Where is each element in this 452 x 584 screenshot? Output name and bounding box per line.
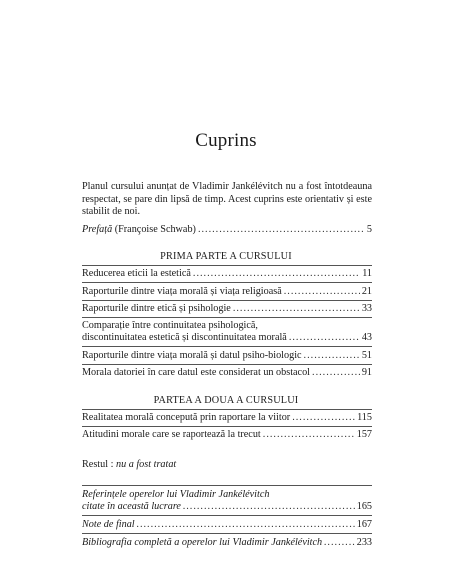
page-number: 91 <box>361 367 372 378</box>
preface-author: (Françoise Schwab) <box>112 224 196 235</box>
toc-entry-line1: Comparație între continuitatea psihologică, <box>82 320 258 331</box>
divider <box>82 282 372 283</box>
leader-dots <box>312 367 360 380</box>
section-heading-part1: PRIMA PARTE A CURSULUI <box>160 251 292 262</box>
page-number: 233 <box>356 537 372 548</box>
page-number: 43 <box>361 332 372 343</box>
divider <box>82 364 372 365</box>
intro-paragraph: Planul cursului anunțat de Vladimir Jankélévitch nu a fost întotdeauna respectat, se pare din lipsă de timp. Acest cuprins este orientativ și este stabilit de noi. <box>82 181 372 217</box>
leader-dots <box>183 501 355 514</box>
page-number: 51 <box>361 350 372 361</box>
leader-dots <box>289 332 360 345</box>
divider <box>82 317 372 318</box>
rest-value: nu a fost tratat <box>115 459 177 470</box>
toc-entry: Realitatea morală concepută prin raportare la viitor ..... 115 <box>82 412 372 425</box>
page-number: 165 <box>356 501 372 512</box>
divider <box>82 426 372 427</box>
page-number: 33 <box>361 303 372 314</box>
toc-entry: Raporturile dintre etică și psihologie ..... 33 <box>82 303 372 316</box>
rest-note <box>82 459 372 472</box>
divider <box>82 300 372 301</box>
page-number: 5 <box>366 224 372 235</box>
toc-entry: Raporturile dintre viața morală și datul psiho-biologic ..... 51 <box>82 350 372 363</box>
divider <box>82 409 372 410</box>
toc-entry: Atitudini morale care se raportează la trecut ..... 157 <box>82 429 372 442</box>
toc-entry: Morala datoriei în care datul este considerat un obstacol ..... 91 <box>82 367 372 380</box>
page-title: Cuprins <box>195 130 257 151</box>
toc-entry: Note de final ..... 167 <box>82 519 372 532</box>
toc-entry: Bibliografia completă a operelor lui Vladimir Jankélévitch ..... 233 <box>82 537 372 550</box>
leader-dots <box>233 303 360 316</box>
page-number: 115 <box>357 412 372 423</box>
leader-dots <box>137 519 355 532</box>
leader-dots <box>324 537 355 550</box>
divider <box>82 485 372 486</box>
leader-dots <box>263 429 355 442</box>
leader-dots <box>193 268 360 281</box>
divider <box>82 533 372 534</box>
toc-entry-line1: Referințele operelor lui Vladimir Jankélévitch <box>82 489 270 500</box>
section-heading-part2: PARTEA A DOUA A CURSULUI <box>153 395 299 406</box>
page-number: 11 <box>362 268 372 279</box>
divider <box>82 265 372 266</box>
rest-label: Restul : <box>82 459 116 470</box>
toc-entry-preface <box>82 224 372 237</box>
toc-entry: Reducerea eticii la estetică ..... 11 <box>82 268 372 281</box>
leader-dots <box>304 350 360 363</box>
leader-dots <box>292 412 355 425</box>
page-number: 157 <box>356 429 372 440</box>
toc-entry: citate în această lucrare ..... 165 <box>82 501 372 514</box>
divider <box>82 515 372 516</box>
toc-entry: discontinuitatea estetică și discontinuitatea morală ..... 43 <box>82 332 372 345</box>
divider <box>82 346 372 347</box>
toc-entry: Raporturile dintre viața morală și viața religioasă ..... 21 <box>82 286 372 299</box>
leader-dots <box>198 224 365 237</box>
leader-dots <box>284 286 360 299</box>
page-number: 167 <box>356 519 372 530</box>
preface-label: Prefață <box>82 224 113 235</box>
page-number: 21 <box>361 286 372 297</box>
